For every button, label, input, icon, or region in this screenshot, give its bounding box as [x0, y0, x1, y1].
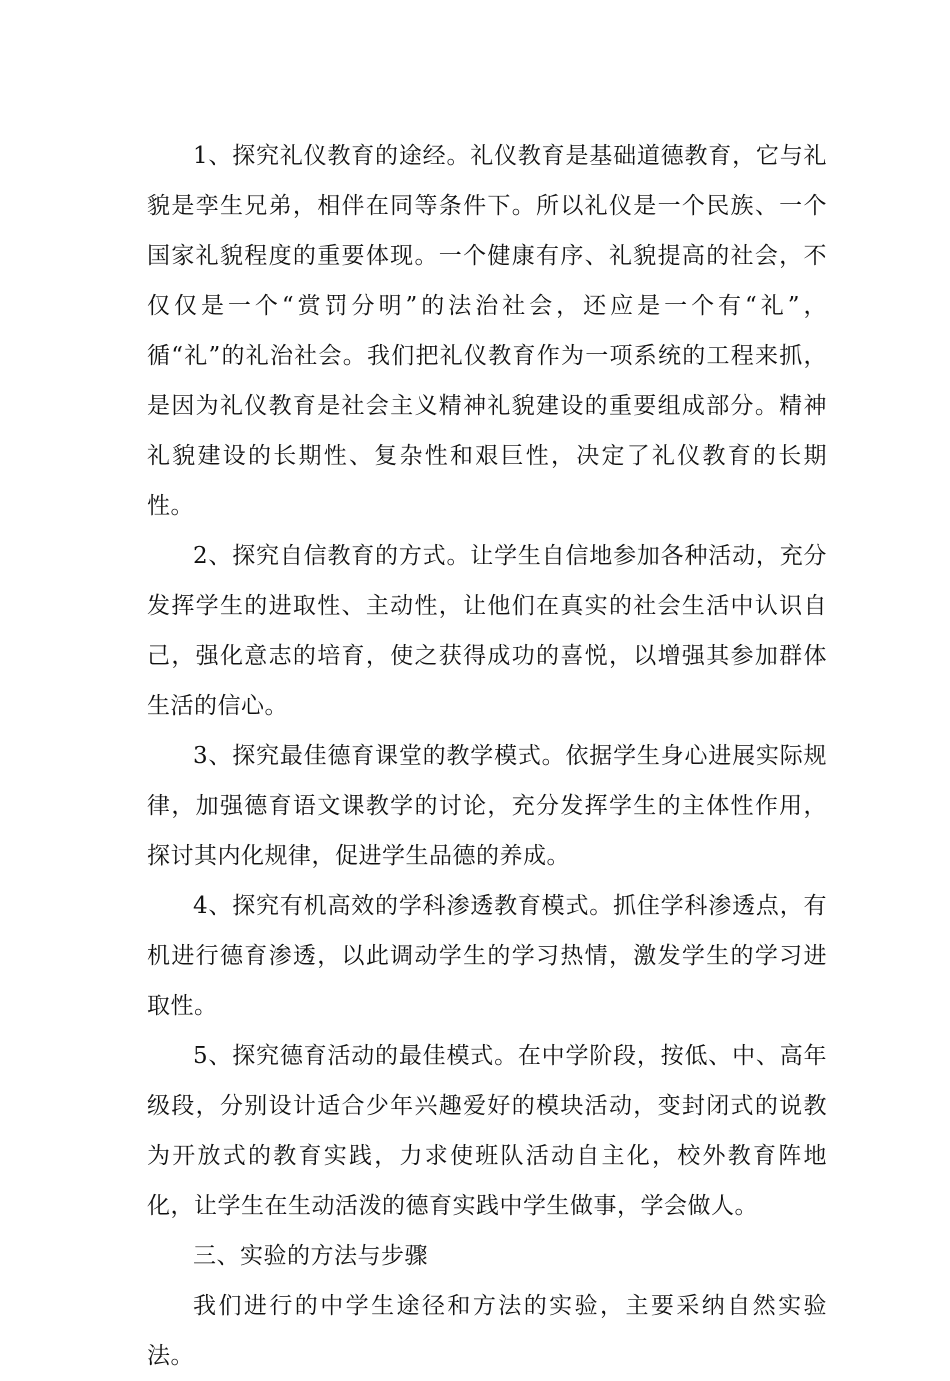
document-page	[147, 131, 827, 1381]
paragraph-subject-integration-model: 4、探究有机高效的学科渗透教育模式。抓住学科渗透点，有机进行德育渗透，以此调动学生的学习热情，激发学生的学习进取性。	[147, 893, 827, 1019]
paragraph-confidence-education: 2、探究自信教育的方式。让学生自信地参加各种活动，充分发挥学生的进取性、主动性，让他们在真实的社会生活中认识自己，强化意志的培育，使之获得成功的喜悦，以增强其参加群体生活的信心。	[147, 543, 827, 719]
paragraph-etiquette-education: 1、探究礼仪教育的途经。礼仪教育是基础道德教育，它与礼貌是孪生兄弟，相伴在同等条件下。所以礼仪是一个民族、一个国家礼貌程度的重要体现。一个健康有序、礼貌提高的社会，不仅仅是一个“赏罚分明”的法治社会，还应是一个有“礼”，循“礼”的礼治社会。我们把礼仪教育作为一项系统的工程来抓，是因为礼仪教育是社会主义精神礼貌建设的重要组成部分。精神礼貌建设的长期性、复杂性和艰巨性，决定了礼仪教育的长期性。	[147, 143, 827, 519]
section-heading-methods-steps: 三、实验的方法与步骤	[193, 1243, 428, 1269]
paragraph-moral-classroom-model: 3、探究最佳德育课堂的教学模式。依据学生身心进展实际规律，加强德育语文课教学的讨论，充分发挥学生的主体性作用，探讨其内化规律，促进学生品德的养成。	[147, 743, 827, 869]
paragraph-experiment-method: 我们进行的中学生途径和方法的实验，主要采纳自然实验法。	[147, 1293, 827, 1369]
paragraph-moral-activity-model: 5、探究德育活动的最佳模式。在中学阶段，按低、中、高年级段，分别设计适合少年兴趣爱好的模块活动，变封闭式的说教为开放式的教育实践，力求使班队活动自主化，校外教育阵地化，让学生在生动活泼的德育实践中学生做事，学会做人。	[147, 1043, 827, 1219]
